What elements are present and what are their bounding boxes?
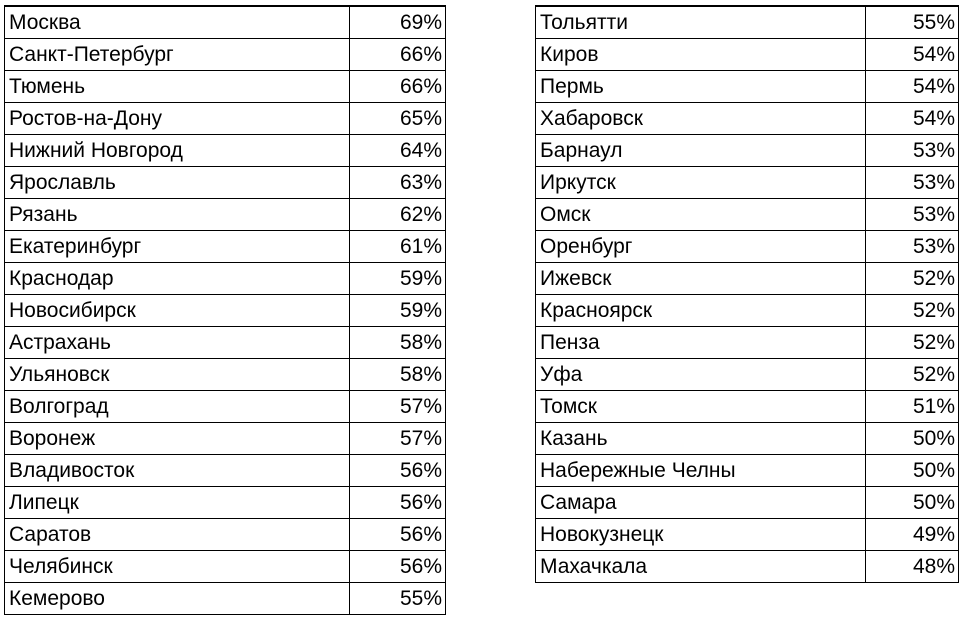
table-row bbox=[536, 327, 959, 359]
percent-cell: 66% bbox=[350, 39, 446, 71]
table-row bbox=[536, 39, 959, 71]
table-row bbox=[536, 391, 959, 423]
city-cell: Пермь bbox=[536, 71, 866, 103]
percent-cell: 52% bbox=[866, 359, 959, 391]
table-row bbox=[5, 71, 446, 103]
table-row bbox=[536, 167, 959, 199]
percent-cell: 69% bbox=[350, 6, 446, 39]
percent-cell: 54% bbox=[866, 103, 959, 135]
table-row bbox=[536, 295, 959, 327]
city-cell: Астрахань bbox=[5, 327, 350, 359]
cities-table-right-body bbox=[536, 6, 959, 583]
city-cell: Ростов-на-Дону bbox=[5, 103, 350, 135]
city-cell: Екатеринбург bbox=[5, 231, 350, 263]
table-row bbox=[5, 583, 446, 615]
city-cell: Барнаул bbox=[536, 135, 866, 167]
percent-cell: 48% bbox=[866, 551, 959, 583]
percent-cell: 54% bbox=[866, 39, 959, 71]
cities-table-right bbox=[535, 5, 959, 583]
city-cell: Томск bbox=[536, 391, 866, 423]
percent-cell: 57% bbox=[350, 391, 446, 423]
city-cell: Рязань bbox=[5, 199, 350, 231]
percent-cell: 59% bbox=[350, 295, 446, 327]
table-row bbox=[5, 391, 446, 423]
table-row bbox=[536, 6, 959, 39]
percent-cell: 56% bbox=[350, 551, 446, 583]
table-row bbox=[5, 199, 446, 231]
percent-cell: 52% bbox=[866, 263, 959, 295]
percent-cell: 53% bbox=[866, 231, 959, 263]
city-cell: Воронеж bbox=[5, 423, 350, 455]
city-cell: Новокузнецк bbox=[536, 519, 866, 551]
percent-cell: 50% bbox=[866, 455, 959, 487]
table-row bbox=[5, 423, 446, 455]
city-cell: Липецк bbox=[5, 487, 350, 519]
percent-cell: 62% bbox=[350, 199, 446, 231]
city-cell: Хабаровск bbox=[536, 103, 866, 135]
table-row bbox=[5, 231, 446, 263]
city-cell: Набережные Челны bbox=[536, 455, 866, 487]
table-row bbox=[536, 359, 959, 391]
city-cell: Иркутск bbox=[536, 167, 866, 199]
table-row bbox=[5, 6, 446, 39]
city-cell: Челябинск bbox=[5, 551, 350, 583]
percent-cell: 53% bbox=[866, 135, 959, 167]
table-row bbox=[536, 199, 959, 231]
table-row bbox=[536, 231, 959, 263]
table-row bbox=[5, 551, 446, 583]
city-cell: Краснодар bbox=[5, 263, 350, 295]
table-row bbox=[536, 135, 959, 167]
table-row bbox=[5, 263, 446, 295]
table-row bbox=[536, 551, 959, 583]
table-row bbox=[5, 487, 446, 519]
percent-cell: 59% bbox=[350, 263, 446, 295]
cities-table-left-body bbox=[5, 6, 446, 615]
city-cell: Ярославль bbox=[5, 167, 350, 199]
table-row bbox=[536, 455, 959, 487]
percent-cell: 50% bbox=[866, 487, 959, 519]
percent-cell: 54% bbox=[866, 71, 959, 103]
city-cell: Омск bbox=[536, 199, 866, 231]
percent-cell: 49% bbox=[866, 519, 959, 551]
table-row bbox=[536, 103, 959, 135]
city-cell: Новосибирск bbox=[5, 295, 350, 327]
table-row bbox=[5, 327, 446, 359]
city-cell: Оренбург bbox=[536, 231, 866, 263]
city-cell: Волгоград bbox=[5, 391, 350, 423]
table-row bbox=[536, 487, 959, 519]
table-row bbox=[5, 519, 446, 551]
city-cell: Уфа bbox=[536, 359, 866, 391]
table-row bbox=[536, 423, 959, 455]
percent-cell: 58% bbox=[350, 327, 446, 359]
table-row bbox=[5, 167, 446, 199]
city-cell: Кемерово bbox=[5, 583, 350, 615]
percent-cell: 52% bbox=[866, 327, 959, 359]
percent-cell: 53% bbox=[866, 167, 959, 199]
percent-cell: 66% bbox=[350, 71, 446, 103]
city-cell: Саратов bbox=[5, 519, 350, 551]
city-cell: Красноярск bbox=[536, 295, 866, 327]
percent-cell: 53% bbox=[866, 199, 959, 231]
percent-cell: 61% bbox=[350, 231, 446, 263]
percent-cell: 56% bbox=[350, 455, 446, 487]
percent-cell: 57% bbox=[350, 423, 446, 455]
percent-cell: 52% bbox=[866, 295, 959, 327]
percent-cell: 56% bbox=[350, 519, 446, 551]
city-cell: Тольятти bbox=[536, 6, 866, 39]
percent-cell: 58% bbox=[350, 359, 446, 391]
city-cell: Владивосток bbox=[5, 455, 350, 487]
city-cell: Москва bbox=[5, 6, 350, 39]
table-row bbox=[5, 103, 446, 135]
table-row bbox=[5, 455, 446, 487]
table-row bbox=[5, 295, 446, 327]
city-cell: Ижевск bbox=[536, 263, 866, 295]
table-row bbox=[5, 39, 446, 71]
percent-cell: 55% bbox=[350, 583, 446, 615]
table-row bbox=[5, 359, 446, 391]
city-cell: Казань bbox=[536, 423, 866, 455]
percent-cell: 55% bbox=[866, 6, 959, 39]
percent-cell: 51% bbox=[866, 391, 959, 423]
percent-cell: 56% bbox=[350, 487, 446, 519]
city-cell: Тюмень bbox=[5, 71, 350, 103]
city-cell: Самара bbox=[536, 487, 866, 519]
percent-cell: 64% bbox=[350, 135, 446, 167]
cities-table-left bbox=[4, 5, 446, 615]
table-row bbox=[536, 71, 959, 103]
city-cell: Нижний Новгород bbox=[5, 135, 350, 167]
percent-cell: 65% bbox=[350, 103, 446, 135]
table-row bbox=[5, 135, 446, 167]
table-row bbox=[536, 519, 959, 551]
city-cell: Пенза bbox=[536, 327, 866, 359]
percent-cell: 50% bbox=[866, 423, 959, 455]
city-cell: Ульяновск bbox=[5, 359, 350, 391]
table-row bbox=[536, 263, 959, 295]
city-cell: Киров bbox=[536, 39, 866, 71]
city-cell: Махачкала bbox=[536, 551, 866, 583]
percent-cell: 63% bbox=[350, 167, 446, 199]
city-cell: Санкт-Петербург bbox=[5, 39, 350, 71]
